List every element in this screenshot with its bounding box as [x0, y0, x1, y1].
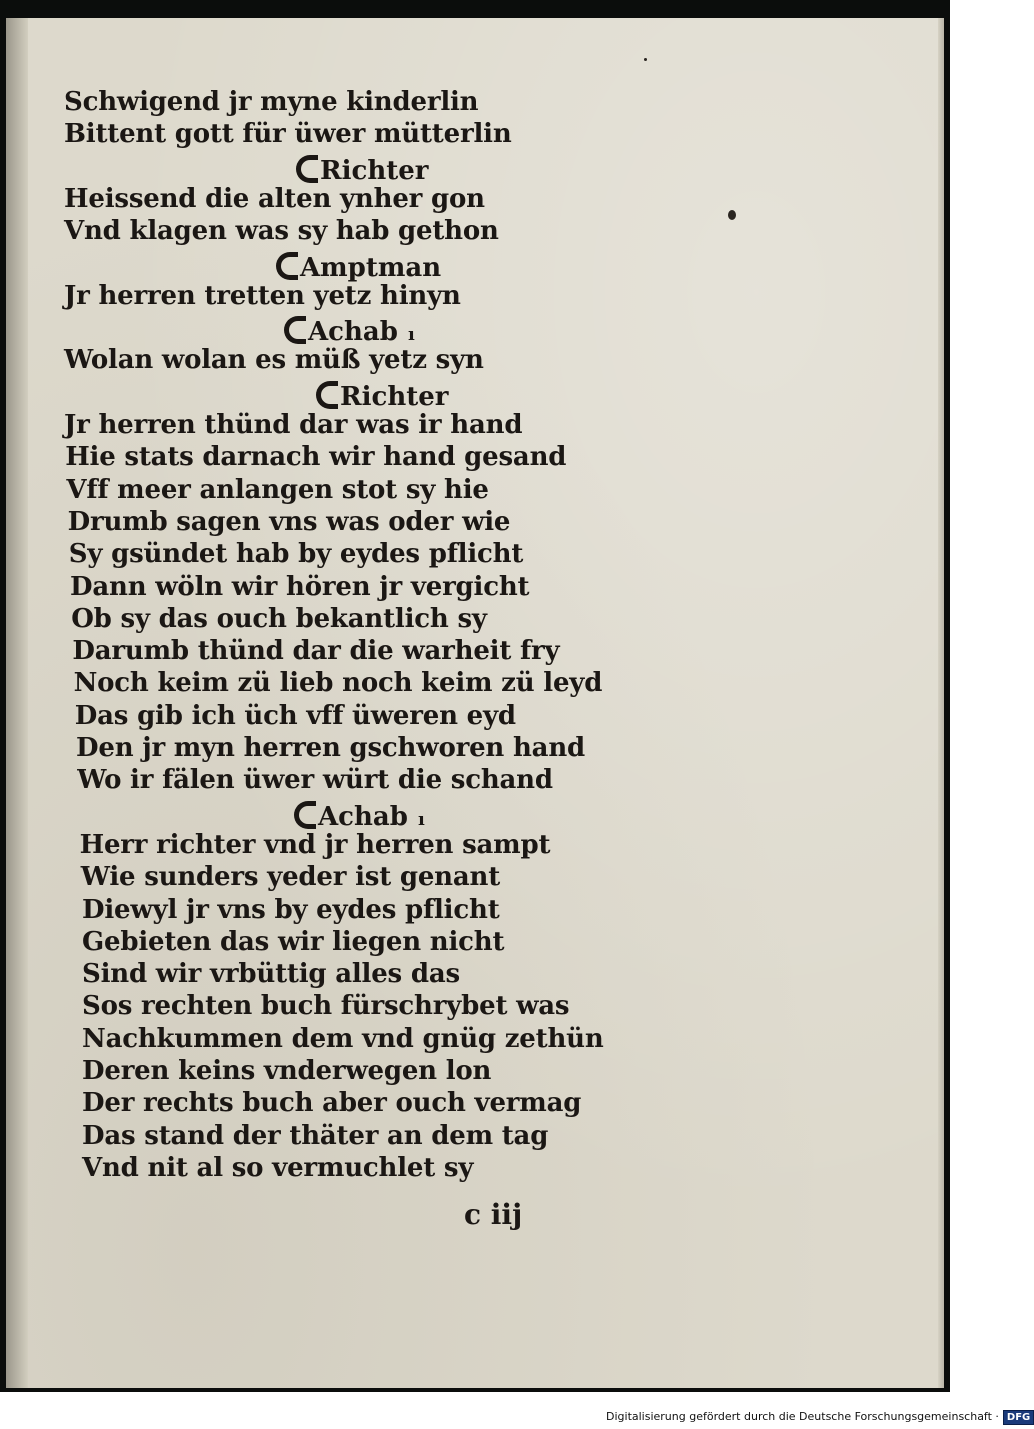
- verse-line: Sos rechten buch fürschrybet was: [82, 991, 570, 1022]
- speaker-name: Achab: [308, 317, 398, 348]
- verse-line: Vnd klagen was sy hab gethon: [64, 216, 499, 247]
- verse-line: Diewyl jr vns by eydes pflicht: [82, 894, 500, 925]
- signature-mark: c iij: [464, 1198, 523, 1231]
- verse-line: Drumb sagen vns was oder wie: [67, 506, 511, 537]
- speaker-heading: [296, 151, 429, 186]
- speaker-name: Richter: [320, 155, 429, 186]
- digitization-credit: [606, 1410, 1034, 1425]
- verse-line: Schwigend jr myne kinderlin: [64, 87, 479, 117]
- verse-line: Dann wöln wir hören jr vergicht: [70, 571, 530, 602]
- verse-line: Sy gsündet hab by eydes pflicht: [68, 539, 524, 570]
- ink-speck: [644, 58, 647, 61]
- verse-line: Noch keim zü lieb noch keim zü leyd: [73, 668, 603, 699]
- ink-speck: [728, 210, 736, 220]
- speaker-name: Richter: [340, 381, 449, 412]
- book-page: [6, 18, 944, 1388]
- speaker-heading: [294, 797, 425, 832]
- verse-line: Vff meer anlangen stot sy hie: [66, 474, 489, 505]
- verse-line: Wolan wolan es müß yetz syn: [64, 345, 484, 376]
- verse-line: Nachkummen dem vnd gnüg zethün: [82, 1023, 604, 1054]
- speaker-heading: [276, 248, 442, 283]
- verse-line: Wie sunders yeder ist genant: [80, 862, 501, 893]
- pilcrow-icon: [276, 252, 298, 280]
- verse-line: Deren keins vnderwegen lon: [82, 1056, 492, 1086]
- credit-text: Digitalisierung gefördert durch die Deutsche Forschungsgemeinschaft ·: [606, 1410, 999, 1423]
- speaker-marker: ı: [417, 808, 425, 830]
- verse-line: Wo ir fälen üwer würt die schand: [77, 765, 553, 796]
- verse-line: Herr richter vnd jr herren sampt: [79, 829, 551, 860]
- verse-line: Sind wir vrbüttig alles das: [82, 959, 460, 990]
- pilcrow-icon: [296, 155, 318, 183]
- verse-line: Den jr myn herren gschworen hand: [76, 733, 586, 763]
- verse-line: Ob sy das ouch bekantlich sy: [71, 603, 487, 634]
- pilcrow-icon: [284, 316, 306, 344]
- page-edge: [938, 18, 944, 1388]
- verse-line: Hie stats darnach wir hand gesand: [65, 442, 567, 473]
- speaker-name: Amptman: [300, 252, 442, 283]
- speaker-name: Achab: [318, 801, 408, 832]
- pilcrow-icon: [316, 381, 338, 409]
- verse-line: Darumb thünd dar die warheit fry: [72, 636, 560, 667]
- speaker-heading: [316, 377, 449, 412]
- pilcrow-icon: [294, 801, 316, 829]
- page-gutter-shadow: [6, 18, 28, 1388]
- verse-line: Gebieten das wir liegen nicht: [82, 926, 505, 957]
- verse-line: Das gib ich üch vff üweren eyd: [74, 700, 516, 731]
- verse-line: Der rechts buch aber ouch vermag: [82, 1088, 582, 1119]
- verse-line: Jr herren tretten yetz hinyn: [64, 280, 461, 311]
- verse-line: Heissend die alten ynher gon: [64, 183, 485, 214]
- verse-line: Das stand der thäter an dem tag: [82, 1120, 549, 1151]
- speaker-marker: ı: [407, 324, 415, 346]
- speaker-heading: [284, 312, 415, 348]
- verse-line: Vnd nit al so vermuchlet sy: [82, 1152, 474, 1183]
- dfg-logo: DFG: [1003, 1410, 1034, 1425]
- verse-line: Jr herren thünd dar was ir hand: [64, 410, 523, 440]
- verse-line: Bittent gott für üwer mütterlin: [64, 119, 512, 150]
